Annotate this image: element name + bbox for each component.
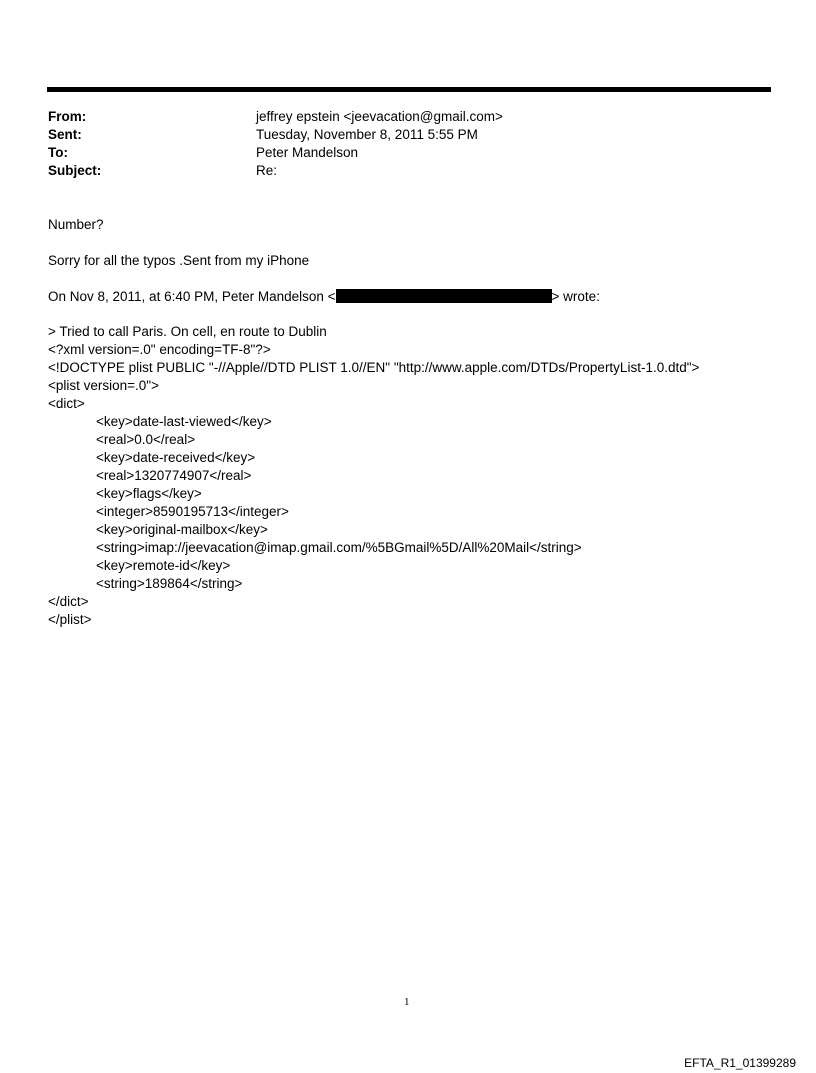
plist-close: </plist> — [48, 612, 92, 627]
to-label: To: — [48, 145, 68, 160]
sent-value: Tuesday, November 8, 2011 5:55 PM — [256, 127, 478, 142]
dict-line: <key>original-mailbox</key> — [96, 522, 268, 537]
dict-line: <string>imap://jeevacation@imap.gmail.com/%5BGmail%5D/All%20Mail</string> — [96, 540, 582, 555]
body-line: Number? — [48, 217, 104, 232]
quoted-line: > Tried to call Paris. On cell, en route to Dublin — [48, 324, 327, 339]
quote-intro-before: On Nov 8, 2011, at 6:40 PM, Peter Mandelson < — [48, 289, 336, 304]
bates-number: EFTA_R1_01399289 — [684, 1056, 796, 1070]
to-value: Peter Mandelson — [256, 145, 359, 160]
quote-intro-after: > wrote: — [551, 289, 600, 304]
page-number: 1 — [404, 996, 410, 1008]
xml-declaration: <?xml version=.0" encoding=TF-8"?> — [48, 342, 271, 357]
dict-line: <string>189864</string> — [96, 576, 243, 591]
from-value: jeffrey epstein <jeevacation@gmail.com> — [256, 109, 503, 124]
dict-line: <real>1320774907</real> — [96, 468, 252, 483]
dict-close: </dict> — [48, 594, 89, 609]
header-rule — [47, 87, 771, 92]
dict-open: <dict> — [48, 396, 85, 411]
plist-open: <plist version=.0"> — [48, 378, 159, 393]
dict-line: <key>remote-id</key> — [96, 558, 231, 573]
dict-line: <integer>8590195713</integer> — [96, 504, 289, 519]
redaction-box — [336, 289, 552, 303]
subject-label: Subject: — [48, 163, 102, 178]
from-label: From: — [48, 109, 87, 124]
subject-value: Re: — [256, 163, 278, 178]
dict-line: <key>date-last-viewed</key> — [96, 414, 272, 429]
signature-line: Sorry for all the typos .Sent from my iPhone — [48, 253, 310, 268]
dict-line: <real>0.0</real> — [96, 432, 196, 447]
quote-intro — [48, 288, 600, 306]
sent-label: Sent: — [48, 127, 82, 142]
dict-line: <key>date-received</key> — [96, 450, 256, 465]
dict-line: <key>flags</key> — [96, 486, 202, 501]
doctype-line: <!DOCTYPE plist PUBLIC "-//Apple//DTD PLIST 1.0//EN" "http://www.apple.com/DTDs/PropertyList-1.0.dtd"> — [48, 360, 700, 375]
